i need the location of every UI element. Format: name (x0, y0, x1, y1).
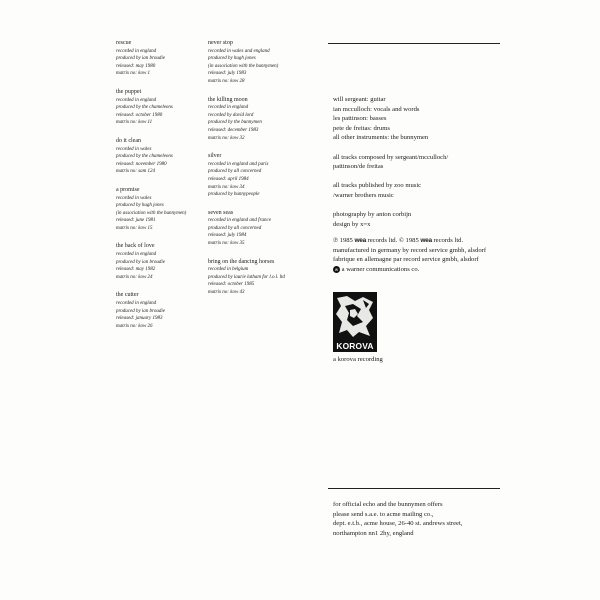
track-detail: matrix no: kow 43 (208, 290, 245, 296)
track-detail: produced by hugh jones (116, 203, 164, 209)
track-detail: recorded in england and france (208, 218, 271, 224)
photo-credit: photography by anton corbijn (333, 211, 412, 219)
track-entry (116, 138, 204, 176)
track-title: silver (208, 153, 222, 160)
warner-line: w a warner communications co. (334, 265, 420, 273)
copyright-line: ℗ 1985 wea records ltd. © 1985 wea records ltd. (333, 237, 464, 244)
korova-artwork-icon (333, 292, 377, 340)
fabrique-line: fabrique en allemagne par record service gmbh, alsdorf (333, 256, 479, 264)
track-title: rescue (116, 40, 132, 46)
track-detail: released: july 1984 (208, 233, 247, 239)
member-line: les pattinson: basses (333, 115, 387, 123)
track-detail: released: november 1980 (116, 161, 167, 167)
track-detail: produced by ian broudie (116, 259, 165, 265)
member-line: pete de freitas: drums (333, 124, 390, 132)
track-detail: released: april 1984 (208, 176, 249, 182)
track-detail: matrix no: kow 15 (116, 225, 153, 231)
track-detail: produced by laurie latham for l.o.l. ltd (208, 274, 285, 280)
track-entry (116, 243, 204, 281)
track-title: the back of love (116, 243, 155, 250)
track-detail: produced by the chameleons (116, 105, 173, 111)
korova-caption: a korova recording (333, 356, 383, 363)
track-title: bring on the dancing horses (208, 258, 275, 265)
member-line: ian mcculloch: vocals and words (333, 105, 420, 113)
track-detail: matrix no: kow 11 (116, 120, 153, 126)
design-credit: design by x=x (333, 220, 371, 228)
publisher-credit: all tracks published by zoo music (333, 182, 422, 190)
track-detail: released: june 1981 (116, 218, 156, 224)
track-detail: produced by hugh jones (208, 56, 256, 62)
track-detail: matrix no: kow 35 (208, 241, 245, 247)
track-title: the cutter (116, 292, 139, 299)
address-line: for official echo and the bunnymen offers (333, 501, 443, 508)
track-detail: recorded in england (116, 97, 157, 103)
track-detail: matrix no: sam 124 (116, 169, 156, 175)
track-detail: produced by the bunnymen (208, 120, 262, 126)
track-detail: released: october 1980 (116, 112, 163, 118)
track-column-right (208, 40, 308, 308)
track-detail: produced by the chameleons (116, 154, 173, 160)
track-detail: matrix no: kow 34 (208, 184, 245, 190)
track-detail: produced by ian broudie (116, 56, 165, 62)
lower-rule (328, 488, 500, 489)
track-detail: released: may 1980 (116, 63, 156, 69)
track-detail: released: october 1985 (208, 282, 255, 288)
track-title: do it clean (116, 137, 141, 144)
track-detail: released: january 1983 (116, 316, 163, 322)
track-title: the killing moon (208, 96, 248, 103)
track-detail: produced by all concerned (208, 169, 262, 175)
track-detail: produced by ian broudie (116, 308, 165, 314)
wea-logo: wea (420, 237, 432, 244)
track-detail: recorded in wales and england (208, 48, 270, 54)
member-line: will sergeant: guitar (333, 96, 386, 103)
track-title: a promise (116, 186, 140, 193)
address-line: dept. e.t.b., acme house, 26-40 st. andrews street, (333, 520, 463, 528)
track-entry (208, 259, 308, 297)
track-title: never stop (208, 40, 233, 46)
track-entry (116, 89, 204, 127)
track-detail: recorded in england (116, 252, 157, 258)
publisher-credit: /warner brothers music (333, 191, 394, 199)
address-line: please send s.a.e. to acme mailing co., (333, 510, 434, 518)
track-entry (208, 210, 308, 248)
track-entry (208, 40, 308, 86)
track-detail: matrix no: kow 26 (116, 323, 153, 329)
track-detail: recorded in wales (116, 146, 152, 152)
track-detail: produced by all concerned (208, 225, 262, 231)
track-entry (208, 153, 308, 199)
track-detail: recorded in wales (116, 195, 152, 201)
track-detail: released: may 1982 (116, 267, 156, 273)
track-entry (116, 292, 204, 330)
track-detail: recorded in england (116, 48, 157, 54)
top-rule (328, 43, 500, 44)
track-detail: released: july 1983 (208, 71, 247, 77)
track-column-left (116, 40, 204, 341)
composer-credit: pattinson/de freitas (333, 163, 384, 171)
address-line: northampton nn1 2hy, england (333, 529, 414, 537)
track-detail: released: december 1983 (208, 127, 259, 133)
track-detail: recorded in england (116, 301, 157, 307)
track-title: seven seas (208, 209, 234, 216)
track-detail: (in association with the bunnymen) (208, 63, 279, 69)
wea-logo: wea (354, 237, 366, 244)
composer-credit: all tracks composed by sergeant/mcculloch/ (333, 153, 449, 161)
track-detail: matrix no: kow 1 (116, 71, 151, 77)
member-line: all other instruments: the bunnymen (333, 134, 429, 142)
track-entry (208, 97, 308, 143)
track-detail: recorded in england (208, 105, 249, 111)
track-detail: produced by bunnypeople (208, 192, 260, 198)
band-credits (333, 95, 513, 229)
track-entry (116, 40, 204, 78)
track-detail: matrix no: kow 32 (208, 135, 245, 141)
mailing-address (333, 500, 533, 538)
track-detail: (in association with the bunnymen) (116, 210, 187, 216)
track-detail: recorded in england and paris (208, 161, 269, 167)
manufactured-line: manufactured in germany by record service gmbh, alsdorf (333, 246, 487, 254)
warner-logo-icon: w (334, 266, 339, 272)
track-entry (116, 187, 204, 233)
track-title: the puppet (116, 88, 142, 95)
track-detail: matrix no: kow 28 (208, 78, 245, 84)
track-detail: recorded in belgium (208, 267, 249, 273)
track-detail: matrix no: kow 24 (116, 274, 153, 280)
track-detail: recorded by david lord (208, 112, 254, 118)
korova-logo (333, 292, 377, 352)
legal-notice (333, 236, 513, 274)
korova-logo-word: KOROVA (336, 341, 374, 351)
